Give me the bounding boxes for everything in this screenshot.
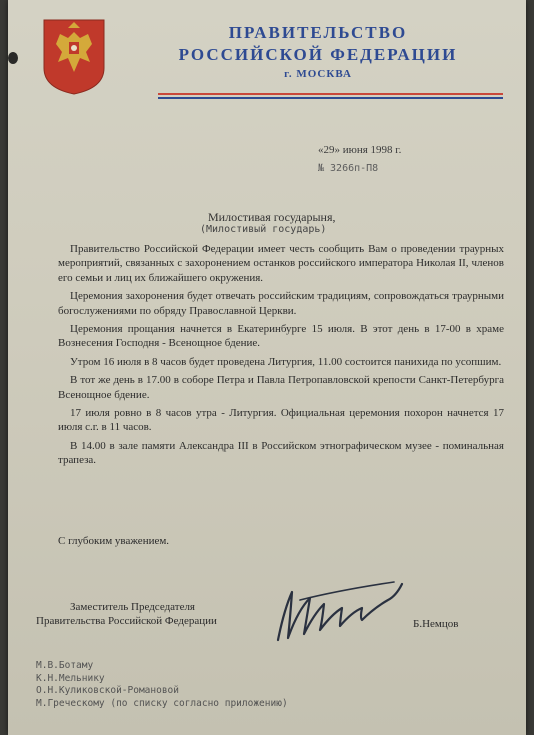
signatory-name: Б.Немцов — [413, 618, 459, 630]
header-divider-red — [158, 93, 503, 95]
letter-body — [58, 242, 504, 472]
signatory-title — [36, 600, 217, 628]
body-paragraph: 17 июля ровно в 8 часов утра - Литургия. Официальная церемония похорон начнется 17 июля с.г. в 11 часов. — [58, 407, 504, 434]
letter-page — [8, 0, 526, 735]
letter-date: «29» июня 1998 г. — [318, 144, 402, 156]
signatory-title-line1: Заместитель Председателя — [70, 601, 195, 613]
signatory-title-line2: Правительства Российской Федерации — [36, 615, 217, 627]
city-label: г. МОСКВА — [284, 68, 352, 80]
recipient-item: К.Н.Мельнику — [36, 672, 105, 684]
recipient-item: М.В.Ботаму — [36, 660, 94, 671]
government-title — [158, 22, 478, 66]
body-paragraph: Церемония прощания начнется в Екатеринбурге 15 июля. В этот день в 17-00 в храме Вознесения Господня - Всенощное бдение. — [58, 323, 504, 350]
coat-of-arms-icon — [38, 18, 110, 96]
letter-number: № 3266п-П8 — [318, 163, 379, 174]
header-divider-blue — [158, 97, 503, 99]
body-paragraph: Церемония захоронения будет отвечать российским традициям, сопровождаться траурными богослужениями по обряду Православной Церкви. — [58, 290, 504, 317]
handwritten-signature — [270, 570, 410, 650]
punch-hole — [8, 52, 18, 64]
recipient-item: О.Н.Куликовской-Романовой — [36, 685, 179, 697]
body-paragraph: В тот же день в 17.00 в соборе Петра и Павла Петропавловской крепости Санкт-Петербурга Всенощное бдение. — [58, 374, 504, 401]
body-paragraph: Правительство Российской Федерации имеет честь сообщить Вам о проведении траурных мероприятий, связанных с захоронением останков российского императора Николая II, членов его семьи и лиц их ближайшего окружения. — [58, 243, 504, 284]
body-paragraph: Утром 16 июля в 8 часов будет проведена Литургия, 11.00 состоится панихида по усопшим. — [70, 355, 502, 368]
government-title-line1: ПРАВИТЕЛЬСТВО — [228, 23, 408, 42]
recipient-list — [36, 660, 288, 710]
closing-phrase: С глубоким уважением. — [58, 535, 170, 547]
salutation-alt: (Милостивый государь) — [200, 224, 327, 235]
recipient-item: М.Греческому (по списку согласно приложению) — [36, 697, 288, 709]
salutation: Милостивая государыня, — [208, 210, 336, 224]
government-title-line2: РОССИЙСКОЙ ФЕДЕРАЦИИ — [178, 45, 458, 64]
body-paragraph: В 14.00 в зале памяти Александра III в Российском этнографическом музее - поминальная трапеза. — [58, 439, 504, 467]
